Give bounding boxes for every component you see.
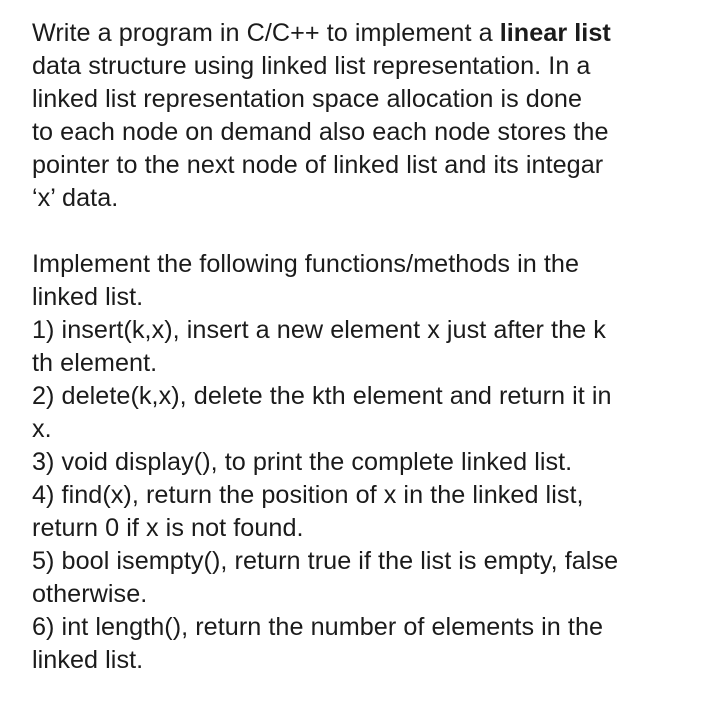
intro-line-1-text: Write a program in C/C++ to implement a	[32, 19, 500, 47]
functions-paragraph	[32, 248, 700, 677]
function-item-insert	[32, 314, 700, 380]
function-line: return 0 if x is not found.	[32, 514, 304, 542]
function-line: 5) bool isempty(), return true if the list is empty, false	[32, 547, 619, 575]
function-item-find	[32, 479, 700, 545]
document-body	[32, 17, 700, 677]
functions-heading-line: linked list.	[32, 283, 144, 311]
intro-line: to each node on demand also each node stores the	[32, 118, 609, 146]
linear-list-bold: linear list	[499, 19, 611, 47]
function-line: 1) insert(k,x), insert a new element x just after the k	[32, 316, 606, 344]
function-item-isempty	[32, 545, 700, 611]
function-line: th element.	[32, 349, 158, 377]
function-item-length	[32, 611, 700, 677]
function-line: 3) void display(), to print the complete linked list.	[32, 448, 573, 476]
function-line: linked list.	[32, 646, 144, 674]
functions-heading-line: Implement the following functions/methods in the	[32, 250, 580, 278]
intro-line: data structure using linked list representation. In a	[32, 52, 591, 80]
intro-line: ‘x’ data.	[32, 184, 119, 212]
function-item-delete	[32, 380, 700, 446]
intro-line: pointer to the next node of linked list and its integar	[32, 151, 604, 179]
intro-line-1	[32, 17, 700, 50]
intro-paragraph	[32, 17, 700, 215]
intro-line: linked list representation space allocation is done	[32, 85, 583, 113]
function-line: x.	[32, 415, 52, 443]
function-line: 2) delete(k,x), delete the kth element and return it in	[32, 382, 612, 410]
paragraph-spacer	[32, 215, 700, 248]
function-line: otherwise.	[32, 580, 148, 608]
function-item-display	[32, 446, 700, 479]
function-line: 4) find(x), return the position of x in the linked list,	[32, 481, 584, 509]
function-line: 6) int length(), return the number of elements in the	[32, 613, 604, 641]
